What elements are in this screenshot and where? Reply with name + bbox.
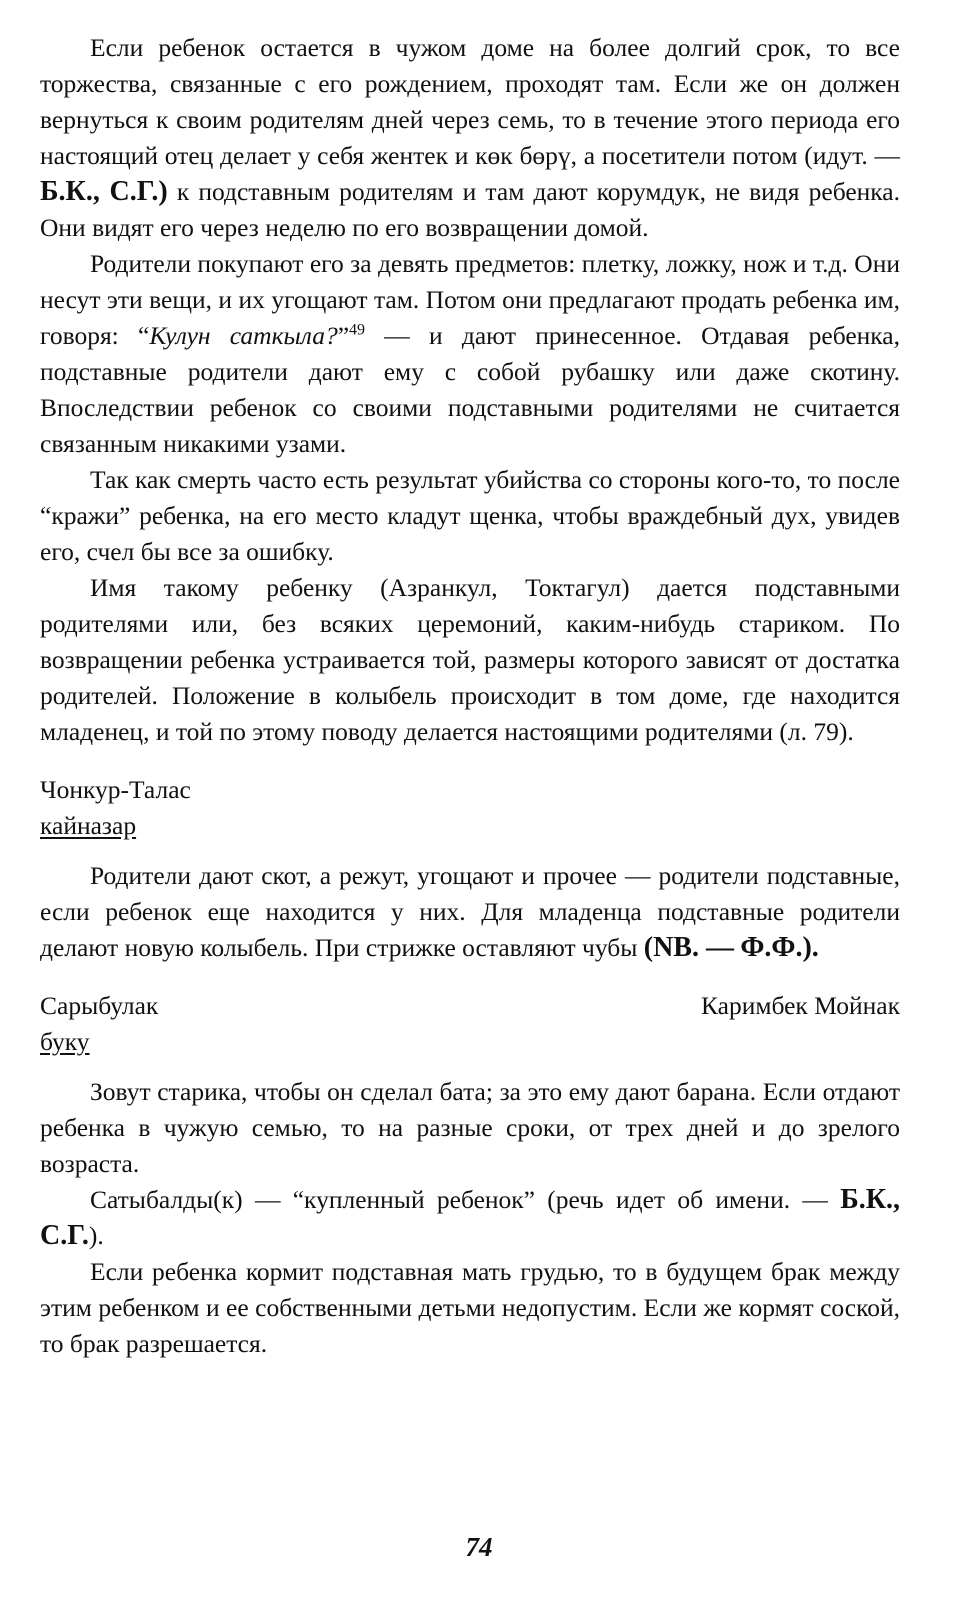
section2-paragraph-1: Зовут старика, чтобы он сделал бата; за это ему дают барана. Если отдают ребенка в чужую семью, то на разные сроки, от трех дней и до зрелого возраста. xyxy=(40,1077,900,1178)
kyrgyz-phrase: Кулун саткыла? xyxy=(149,321,338,350)
document-page xyxy=(40,30,900,1362)
editor-initials: Ф.Ф. xyxy=(740,932,803,963)
section1-paragraph xyxy=(40,858,900,966)
term-label: кайназар xyxy=(40,811,137,840)
term-label: буку xyxy=(40,1027,90,1056)
paragraph-text: — и дают принесенное. Отдавая ребенка, подставные родители дают ему с собой рубашку или даже скотину. Впоследствии ребенок со своими подставными родителями не считается связанным никакими узами. xyxy=(40,321,900,458)
place-name: Чонкур-Талас xyxy=(40,775,191,804)
closing-paren: ). xyxy=(88,1221,104,1250)
paragraph-text: Родители покупают его за девять предметов: плетку, ложку, нож и т.д. Они несут эти вещи, и их угощают там. Потом они предлагают продать ребенка им, говоря: “ xyxy=(40,249,900,350)
section-term-2 xyxy=(40,1024,900,1060)
paragraph-text: Сатыбалды(к) — “купленный ребенок” (речь идет об имени. — xyxy=(90,1185,828,1214)
quote-mark: ” xyxy=(337,321,350,350)
page-number: 74 xyxy=(465,1532,493,1562)
section-term-1 xyxy=(40,808,900,844)
paragraph-4: Имя такому ребенку (Азранкул, Токтагул) дается подставными родителями или, без всяких церемоний, каким-нибудь стариком. По возвращении ребенка устраивается той, размеры которого зависят от достатка родителей. Положение в колыбель происходит в том доме, где находится младенец, и той по этому поводу делается настоящими родителями (л. 79). xyxy=(40,573,900,746)
paragraph-text: Если ребенок остается в чужом доме на более долгий срок, то все торжества, связанные с его рождением, проходят там. Если же он должен вернуться к своим родителям дней через семь, то в течение этого периода его настоящий отец делает у себя жентек и көк бөрү, а посетители потом (идут. — xyxy=(40,33,900,170)
footnote-ref: 49 xyxy=(349,321,366,339)
paragraph-1 xyxy=(40,30,900,246)
editor-initials: Б.К., С.Г. xyxy=(40,1184,901,1251)
place-name: Сарыбулак xyxy=(40,991,159,1020)
nota-bene: (NB. — xyxy=(643,932,734,963)
paragraph-text: к подставным родителям и там дают корумдук, не видя ребенка. Они видят его через неделю по его возвращении домой. xyxy=(40,177,901,242)
paragraph-text: Родители дают скот, а режут, угощают и прочее — родители подставные, если ребенок еще находится у них. Для младенца подставные родители делают новую колыбель. При стрижке оставляют чубы xyxy=(40,861,900,962)
section-heading-1 xyxy=(40,772,900,808)
paragraph-2 xyxy=(40,246,900,462)
section2-paragraph-2 xyxy=(40,1182,900,1254)
paragraph-3: Так как смерть часто есть результат убийства со стороны кого-то, то после “кражи” ребенка, на его место кладут щенка, чтобы враждебный дух, увидев его, счел бы все за ошибку. xyxy=(40,465,900,566)
section-heading-2 xyxy=(40,988,900,1024)
editor-initials: Б.К., С.Г.) xyxy=(40,176,168,207)
informant-name: Каримбек Мойнак xyxy=(700,991,900,1020)
section2-paragraph-3: Если ребенка кормит подставная мать грудью, то в будущем брак между этим ребенком и ее собственными детьми недопустим. Если же кормят соской, то брак разрешается. xyxy=(40,1257,900,1358)
closing-paren: ). xyxy=(802,932,819,963)
